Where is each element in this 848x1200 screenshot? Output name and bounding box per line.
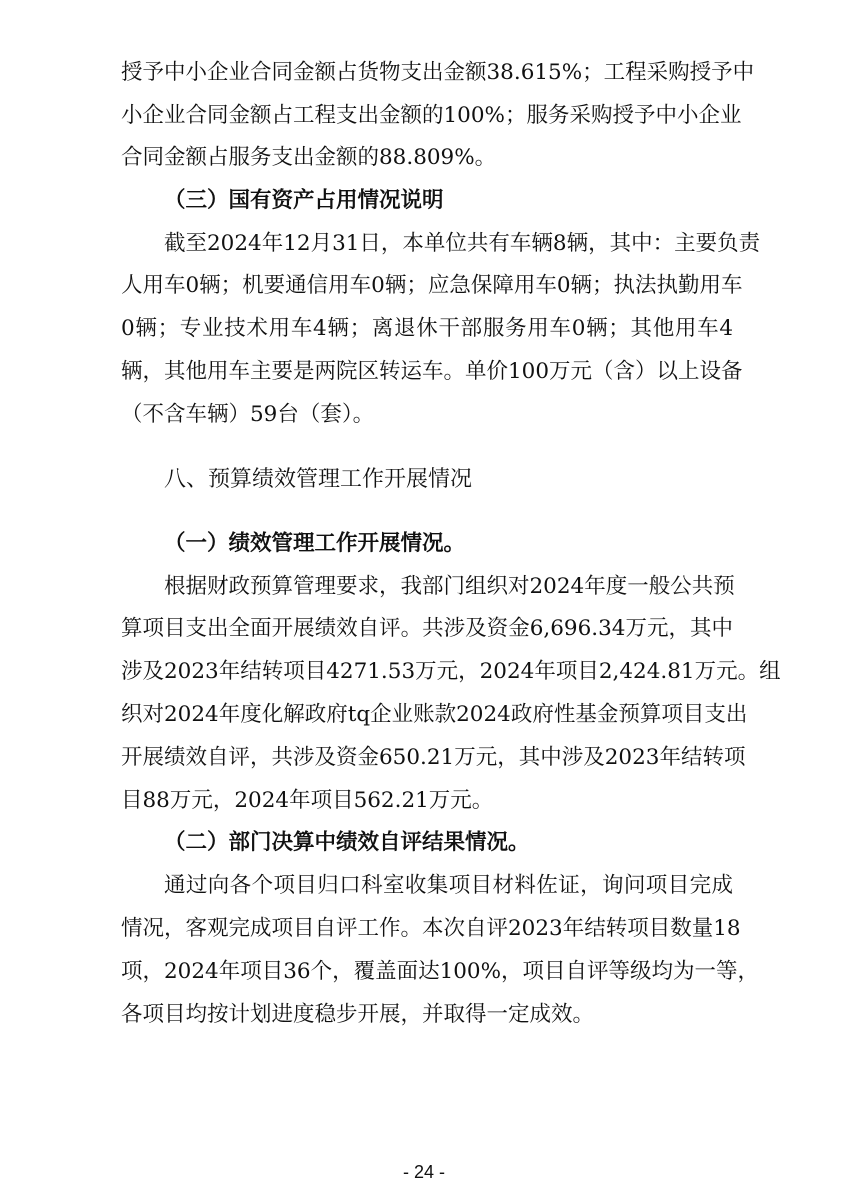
chapter-heading: 八、预算绩效管理工作开展情况: [164, 467, 473, 492]
paragraph-line: 算项目支出全面开展绩效自评。共涉及资金6,696.34万元，其中: [121, 616, 733, 641]
paragraph-line: 开展绩效自评，共涉及资金650.21万元，其中涉及2023年结转项: [121, 745, 746, 770]
paragraph-line: 辆，其他用车主要是两院区转运车。单价100万元（含）以上设备: [121, 359, 743, 384]
paragraph-line: 情况，客观完成项目自评工作。本次自评2023年结转项目数量18: [121, 916, 741, 941]
paragraph-line: 截至2024年12月31日，本单位共有车辆8辆，其中：主要负责: [164, 231, 761, 256]
paragraph-line: 涉及2023年结转项目4271.53万元，2024年项目2,424.81万元。组: [121, 659, 781, 684]
paragraph-line: 授予中小企业合同金额占货物支出金额38.615%；工程采购授予中: [121, 60, 755, 85]
page-number: - 24 -: [402, 1162, 445, 1182]
paragraph-line: 通过向各个项目归口科室收集项目材料佐证，询问项目完成: [164, 873, 733, 898]
paragraph-line: 各项目均按计划进度稳步开展，并取得一定成效。: [121, 1002, 595, 1027]
paragraph-line: 小企业合同金额占工程支出金额的100%；服务采购授予中小企业: [121, 103, 742, 128]
paragraph-line: （不含车辆）59台（套）。: [121, 402, 375, 427]
section-heading: （三）国有资产占用情况说明: [164, 188, 444, 213]
paragraph-line: 0辆；专业技术用车4辆；离退休干部服务用车0辆；其他用车4: [121, 316, 733, 341]
paragraph-line: 人用车0辆；机要通信用车0辆；应急保障用车0辆；执法执勤用车: [121, 273, 743, 298]
section-heading: （二）部门决算中绩效自评结果情况。: [164, 830, 530, 855]
section-heading: （一）绩效管理工作开展情况。: [164, 531, 466, 556]
paragraph-line: 目88万元，2024年项目562.21万元。: [121, 788, 494, 813]
paragraph-line: 织对2024年度化解政府tq企业账款2024政府性基金预算项目支出: [121, 702, 748, 727]
paragraph-line: 合同金额占服务支出金额的88.809%。: [121, 145, 497, 170]
paragraph-line: 根据财政预算管理要求，我部门组织对2024年度一般公共预: [164, 574, 735, 599]
paragraph-line: 项，2024年项目36个，覆盖面达100%，项目自评等级均为一等，: [121, 959, 760, 984]
